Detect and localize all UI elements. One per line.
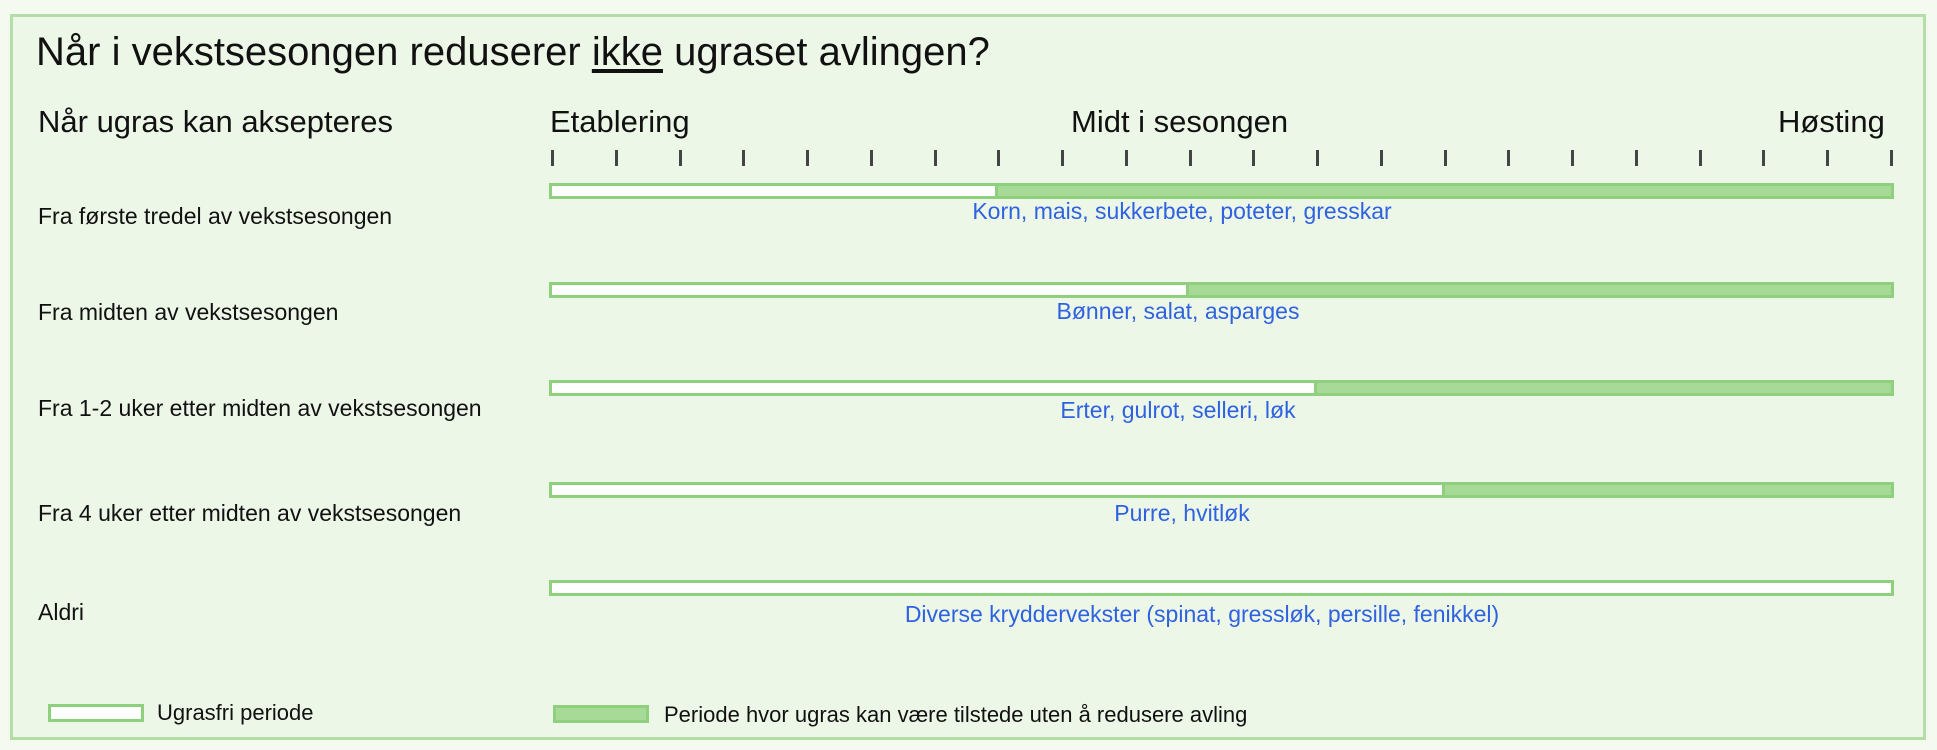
tolerant-fill [1314,383,1891,393]
timeline-tick [1826,150,1829,166]
timeline-middle-label: Midt i sesongen [1071,104,1289,139]
season-bar [549,282,1894,298]
legend-tolerant-label: Periode hvor ugras kan være tilstede uten å redusere avling [664,702,1248,727]
legend-tolerant-swatch [553,705,649,723]
timeline-tick [1762,150,1765,166]
tolerant-fill [1442,485,1891,495]
season-bar [549,183,1894,199]
crop-list: Erter, gulrot, selleri, løk [1060,397,1296,423]
legend-weed-free-label: Ugrasfri periode [157,700,314,725]
timeline-tick [934,150,937,166]
timeline-tick [1061,150,1064,166]
timeline-tick [1890,150,1893,166]
timeline-tick [1189,150,1192,166]
legend-weed-free-swatch [48,704,144,722]
crop-list: Diverse kryddervekster (spinat, gressløk, persille, fenikkel) [904,601,1500,627]
timeline-tick [1125,150,1128,166]
title-before: Når i vekstsesongen reduserer [36,30,592,74]
tolerant-fill [1186,285,1891,295]
timeline-end-label: Høsting [1778,104,1885,139]
season-bar [549,482,1894,498]
timeline-tick [1699,150,1702,166]
row-label: Fra 1-2 uker etter midten av vekstsesongen [38,395,482,421]
timeline-tick [1380,150,1383,166]
season-bar [549,580,1894,596]
timeline-tick [742,150,745,166]
title-emphasis: ikke [591,30,663,74]
timeline-tick [1571,150,1574,166]
timeline-tick [679,150,682,166]
timeline-tick [1252,150,1255,166]
figure-title [36,30,990,75]
crop-list: Bønner, salat, asparges [1056,298,1300,324]
timeline-tick [1507,150,1510,166]
timeline-tick [997,150,1000,166]
acceptance-header: Når ugras kan aksepteres [38,104,393,139]
timeline-tick [615,150,618,166]
row-label: Fra 4 uker etter midten av vekstsesongen [38,500,462,526]
timeline-tick [551,150,554,166]
timeline-tick [1635,150,1638,166]
row-label: Aldri [38,599,85,625]
row-label: Fra midten av vekstsesongen [38,299,339,325]
timeline-tick [806,150,809,166]
timeline-tick [1444,150,1447,166]
crop-list: Korn, mais, sukkerbete, poteter, gresskar [972,198,1392,224]
timeline-start-label: Etablering [550,104,690,139]
season-bar [549,380,1894,396]
title-after: ugraset avlingen? [662,30,990,74]
crop-list: Purre, hvitløk [1114,500,1250,526]
row-label: Fra første tredel av vekstsesongen [38,203,393,229]
timeline-tick [1316,150,1319,166]
timeline-tick [870,150,873,166]
tolerant-fill [995,186,1891,196]
